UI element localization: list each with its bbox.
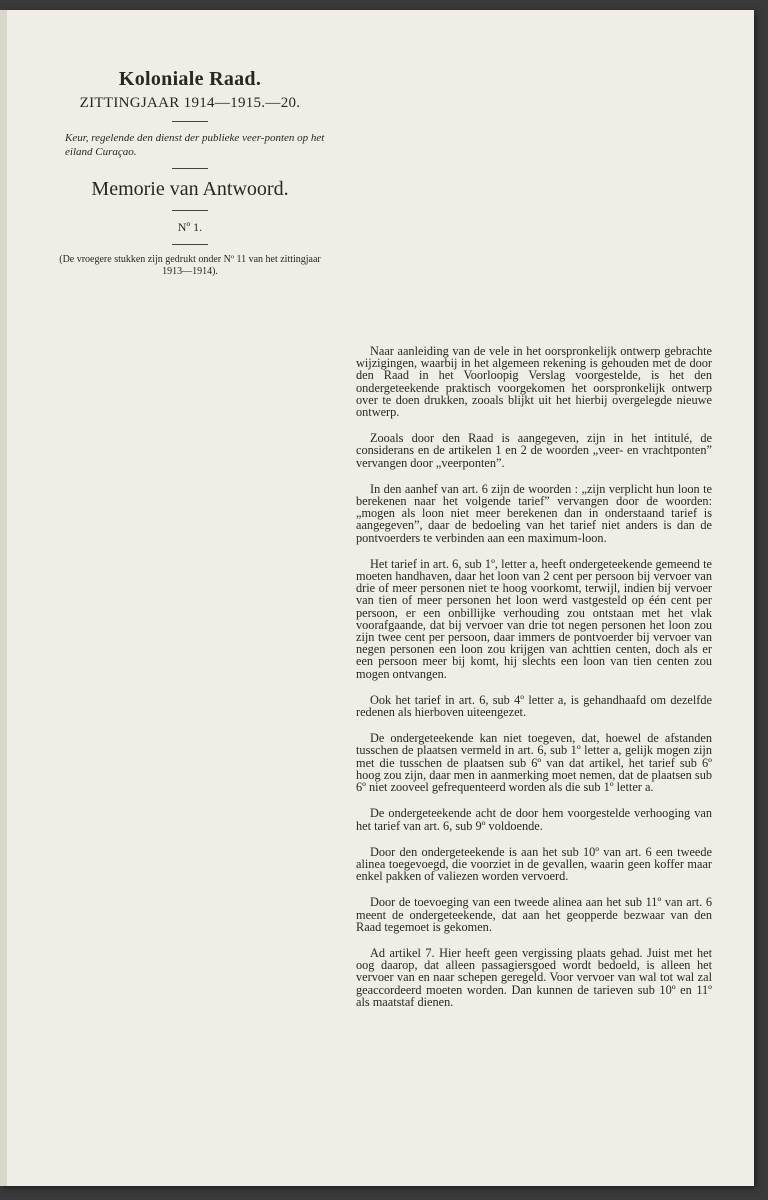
divider [172, 244, 208, 245]
body-text [356, 345, 712, 1022]
paragraph-1: Naar aanleiding van de vele in het oorspronkelijk ontwerp gebrachte wijzigingen, waarbij in het algemeen rekening is gehouden met de door den Raad in het Voorloopig Verslag voorgestelde, is het den ondergeteekende praktisch voorgekomen het oorspronkelijk ontwerp over te doen drukken, zooals blijkt uit het hierbij overgelegde nieuwe ontwerp. [356, 344, 712, 420]
paragraph-6: De ondergeteekende kan niet toegeven, dat, hoewel de afstanden tusschen de plaatsen vermeld in art. 6, sub 1º letter a, gelijk mogen zijn met die tusschen de plaatsen sub 6º van dat artikel, het tarief sub 6º hoog zou zijn, daar men in aanmerking moet nemen, dat de plaatsen sub 6º niet zooveel gefrequenteerd worden als die sub 1º letter a. [356, 731, 712, 795]
paragraph-4: Het tarief in art. 6, sub 1º, letter a, heeft ondergeteekende gemeend te moeten handhaven, daar het loon van 2 cent per persoon bij vervoer van drie of meer personen niet te hoog voorkomt, terwijl, indien bij vervoer van tien of meer personen het loon werd vastgesteld op één cent per persoon, er een onbillijke verhouding zou ontstaan met het vlak voorafgaande, dat bij vervoer van drie tot negen personen het loon zou zijn twee cent per persoon, daar immers de pontvoerder bij vervoer van negen personen een loon zou krijgen van achttien centen, doch als er een persoon meer bij komt, hij slechts een loon van tien centen zou mogen ontvangen. [356, 556, 712, 681]
council-title: Koloniale Raad. [118, 68, 262, 90]
memo-title: Memorie van Antwoord. [91, 178, 289, 200]
divider [172, 210, 208, 211]
page-binding-edge [0, 10, 7, 1186]
divider [172, 121, 208, 122]
paragraph-7: De ondergeteekende acht de door hem voorgestelde verhooging van het tarief van art. 6, sub 9º voldoende. [356, 806, 712, 833]
paragraph-10: Ad artikel 7. Hier heeft geen vergissing plaats gehad. Juist met het oog daarop, dat alleen passagiersgoed wordt bedoeld, is alleen het vervoer van en naar schepen geregeld. Voor vervoer van wal tot wal zal geaccordeerd moeten worden. Dan kunnen de tarieven sub 10º en 11º als maatstaf dienen. [356, 945, 712, 1009]
paragraph-2: Zooals door den Raad is aangegeven, zijn in het intitulé, de considerans en de artikelen 1 en 2 de woorden „veer- en vrachtponten” vervangen door „veerponten”. [356, 431, 712, 470]
previous-documents-note: (De vroegere stukken zijn gedrukt onder Nº 11 van het zittingjaar 1913—1914). [59, 254, 321, 277]
session-year: ZITTINGJAAR 1914—1915.—20. [79, 95, 301, 111]
divider [172, 168, 208, 169]
document-header [55, 68, 325, 278]
paragraph-9: Door de toevoeging van een tweede alinea aan het sub 11º van art. 6 meent de ondergeteekende, dat aan het geopperde bezwaar van den Raad tegemoet is gekomen. [356, 895, 712, 934]
paragraph-5: Ook het tarief in art. 6, sub 4º letter a, is gehandhaafd om dezelfde redenen als hierboven uiteengezet. [356, 692, 712, 720]
paragraph-3: In den aanhef van art. 6 zijn de woorden : „zijn verplicht hun loon te berekenen naar het volgende tarief” vervangen door de woorden: „mogen als loon niet meer berekenen dan in onderstaand tarief is aangegeven”, daar de bedoeling van het tarief niet anders is dan de pontvoerders te verbinden aan een maximum-loon. [356, 481, 712, 545]
document-subject: Keur, regelende den dienst der publieke veer-ponten op het eiland Curaçao. [65, 132, 325, 158]
paragraph-8: Door den ondergeteekende is aan het sub 10º van art. 6 een tweede alinea toegevoegd, die voorziet in de gevallen, waarin geen koffer maar enkel pakken of valiezen worden vervoerd. [356, 844, 712, 884]
document-number: Nº 1. [177, 220, 203, 234]
document-page [0, 10, 754, 1186]
